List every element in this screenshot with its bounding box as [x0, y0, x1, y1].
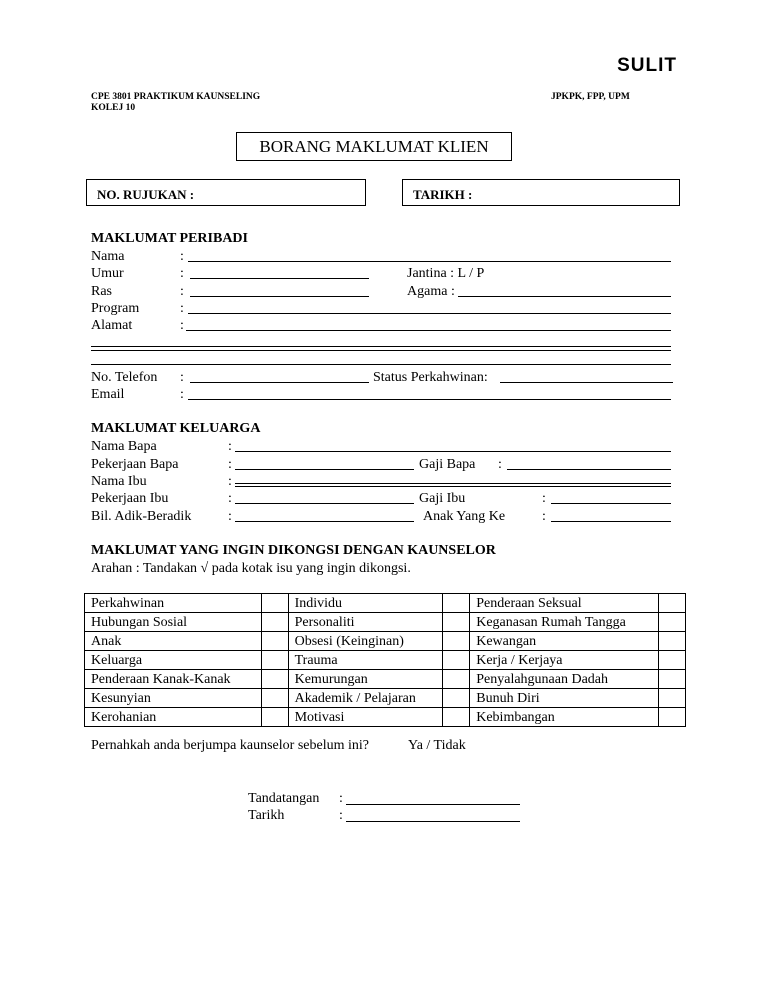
- date-label: TARIKH :: [413, 187, 473, 202]
- department: JPKPK, FPP, UPM: [551, 92, 630, 102]
- colon: :: [180, 318, 184, 333]
- age-field[interactable]: [190, 278, 369, 279]
- classification-label: SULIT: [617, 55, 677, 76]
- siblings-label: Bil. Adik-Beradik: [91, 509, 192, 524]
- issue-checkbox[interactable]: [443, 613, 470, 632]
- address-field-line2[interactable]: [91, 346, 671, 347]
- issue-row: [85, 689, 686, 708]
- counselor-question: Pernahkah anda berjumpa kaunselor sebelum ini?: [91, 738, 369, 753]
- issue-label: Motivasi: [288, 708, 443, 727]
- mother-name-field-b: [235, 486, 671, 487]
- colon: :: [228, 491, 232, 506]
- issue-checkbox[interactable]: [443, 632, 470, 651]
- sign-date-label: Tarikh: [248, 808, 285, 823]
- issue-checkbox[interactable]: [659, 594, 686, 613]
- address-field-line2b: [91, 350, 671, 351]
- form-title: BORANG MAKLUMAT KLIEN: [236, 132, 512, 161]
- colon: :: [228, 474, 232, 489]
- issue-checkbox[interactable]: [261, 613, 288, 632]
- issue-label: Kerohanian: [85, 708, 262, 727]
- colon: :: [228, 509, 232, 524]
- issue-label: Perkahwinan: [85, 594, 262, 613]
- issue-row: [85, 670, 686, 689]
- colon: :: [180, 370, 184, 385]
- colon: :: [498, 457, 502, 472]
- address-field-line1[interactable]: [186, 330, 671, 331]
- issue-checkbox[interactable]: [443, 651, 470, 670]
- issue-label: Anak: [85, 632, 262, 651]
- issue-label: Trauma: [288, 651, 443, 670]
- issue-checkbox[interactable]: [261, 689, 288, 708]
- issue-checkbox[interactable]: [659, 613, 686, 632]
- date-field[interactable]: [402, 179, 680, 206]
- issue-row: [85, 613, 686, 632]
- colon: :: [180, 284, 184, 299]
- issue-checkbox[interactable]: [261, 594, 288, 613]
- name-label: Nama: [91, 249, 125, 264]
- father-salary-field[interactable]: [507, 469, 671, 470]
- issue-checkbox[interactable]: [443, 670, 470, 689]
- share-instruction: Arahan : Tandakan √ pada kotak isu yang ingin dikongsi.: [91, 561, 411, 576]
- sign-date-field[interactable]: [346, 821, 520, 822]
- mother-job-label: Pekerjaan Ibu: [91, 491, 169, 506]
- religion-label: Agama :: [407, 284, 455, 299]
- issue-label: Keluarga: [85, 651, 262, 670]
- college-name: KOLEJ 10: [91, 103, 136, 113]
- father-name-label: Nama Bapa: [91, 439, 157, 454]
- ref-no-field[interactable]: [86, 179, 366, 206]
- issue-label: Hubungan Sosial: [85, 613, 262, 632]
- issue-label: Penyalahgunaan Dadah: [470, 670, 659, 689]
- mother-name-field[interactable]: [235, 483, 671, 484]
- issue-checkbox[interactable]: [261, 651, 288, 670]
- issue-label: Obsesi (Keinginan): [288, 632, 443, 651]
- issue-label: Kebimbangan: [470, 708, 659, 727]
- issue-checkbox[interactable]: [659, 651, 686, 670]
- gender-label[interactable]: Jantina : L / P: [407, 266, 485, 281]
- address-label: Alamat: [91, 318, 133, 333]
- marital-label: Status Perkahwinan:: [373, 370, 488, 385]
- father-job-label: Pekerjaan Bapa: [91, 457, 179, 472]
- colon: :: [228, 457, 232, 472]
- colon: :: [180, 266, 184, 281]
- colon: :: [180, 249, 184, 264]
- issue-label: Kesunyian: [85, 689, 262, 708]
- age-label: Umur: [91, 266, 124, 281]
- share-heading: MAKLUMAT YANG INGIN DIKONGSI DENGAN KAUNSELOR: [91, 543, 496, 558]
- mother-salary-label: Gaji Ibu: [419, 491, 466, 506]
- family-heading: MAKLUMAT KELUARGA: [91, 421, 261, 436]
- issue-checkbox[interactable]: [659, 708, 686, 727]
- issue-label: Keganasan Rumah Tangga: [470, 613, 659, 632]
- signature-label: Tandatangan: [248, 791, 320, 806]
- colon: :: [339, 808, 343, 823]
- email-label: Email: [91, 387, 125, 402]
- issue-checkbox[interactable]: [659, 689, 686, 708]
- issue-label: Penderaan Kanak-Kanak: [85, 670, 262, 689]
- program-field[interactable]: [188, 313, 671, 314]
- issue-row: [85, 708, 686, 727]
- father-salary-label: Gaji Bapa: [419, 457, 476, 472]
- colon: :: [542, 491, 546, 506]
- colon: :: [180, 387, 184, 402]
- race-label: Ras: [91, 284, 112, 299]
- issue-row: [85, 594, 686, 613]
- issue-label: Kerja / Kerjaya: [470, 651, 659, 670]
- ref-no-label: NO. RUJUKAN :: [97, 187, 195, 202]
- issue-checkbox[interactable]: [659, 632, 686, 651]
- issue-label: Personaliti: [288, 613, 443, 632]
- issue-checkbox[interactable]: [261, 670, 288, 689]
- child-order-label: Anak Yang Ke: [423, 509, 506, 524]
- course-code: CPE 3801 PRAKTIKUM KAUNSELING: [91, 92, 261, 102]
- mother-job-field[interactable]: [235, 503, 414, 504]
- issue-checkbox[interactable]: [443, 594, 470, 613]
- issue-checkbox[interactable]: [261, 708, 288, 727]
- issue-label: Kewangan: [470, 632, 659, 651]
- issues-table: [84, 593, 686, 727]
- issue-checkbox[interactable]: [443, 689, 470, 708]
- program-label: Program: [91, 301, 140, 316]
- colon: :: [180, 301, 184, 316]
- child-order-field[interactable]: [551, 521, 671, 522]
- issue-label: Akademik / Pelajaran: [288, 689, 443, 708]
- signature-field[interactable]: [346, 804, 520, 805]
- issue-checkbox[interactable]: [261, 632, 288, 651]
- phone-field[interactable]: [190, 382, 369, 383]
- colon: :: [542, 509, 546, 524]
- issue-label: Kemurungan: [288, 670, 443, 689]
- colon: :: [339, 791, 343, 806]
- issue-label: Penderaan Seksual: [470, 594, 659, 613]
- issue-row: [85, 651, 686, 670]
- religion-field[interactable]: [458, 296, 671, 297]
- email-field[interactable]: [188, 399, 671, 400]
- issue-row: [85, 632, 686, 651]
- personal-heading: MAKLUMAT PERIBADI: [91, 231, 248, 246]
- phone-label: No. Telefon: [91, 370, 158, 385]
- race-field[interactable]: [190, 296, 369, 297]
- siblings-field[interactable]: [235, 521, 414, 522]
- mother-salary-field[interactable]: [551, 503, 671, 504]
- issue-checkbox[interactable]: [659, 670, 686, 689]
- address-field-line3[interactable]: [91, 364, 671, 365]
- issue-label: Individu: [288, 594, 443, 613]
- father-job-field[interactable]: [235, 469, 414, 470]
- colon: :: [228, 439, 232, 454]
- mother-name-label: Nama Ibu: [91, 474, 147, 489]
- name-field[interactable]: [188, 261, 671, 262]
- issue-label: Bunuh Diri: [470, 689, 659, 708]
- father-name-field[interactable]: [235, 451, 671, 452]
- issue-checkbox[interactable]: [443, 708, 470, 727]
- counselor-answer-options[interactable]: Ya / Tidak: [408, 738, 466, 753]
- marital-field[interactable]: [500, 382, 673, 383]
- course-info: [91, 92, 260, 114]
